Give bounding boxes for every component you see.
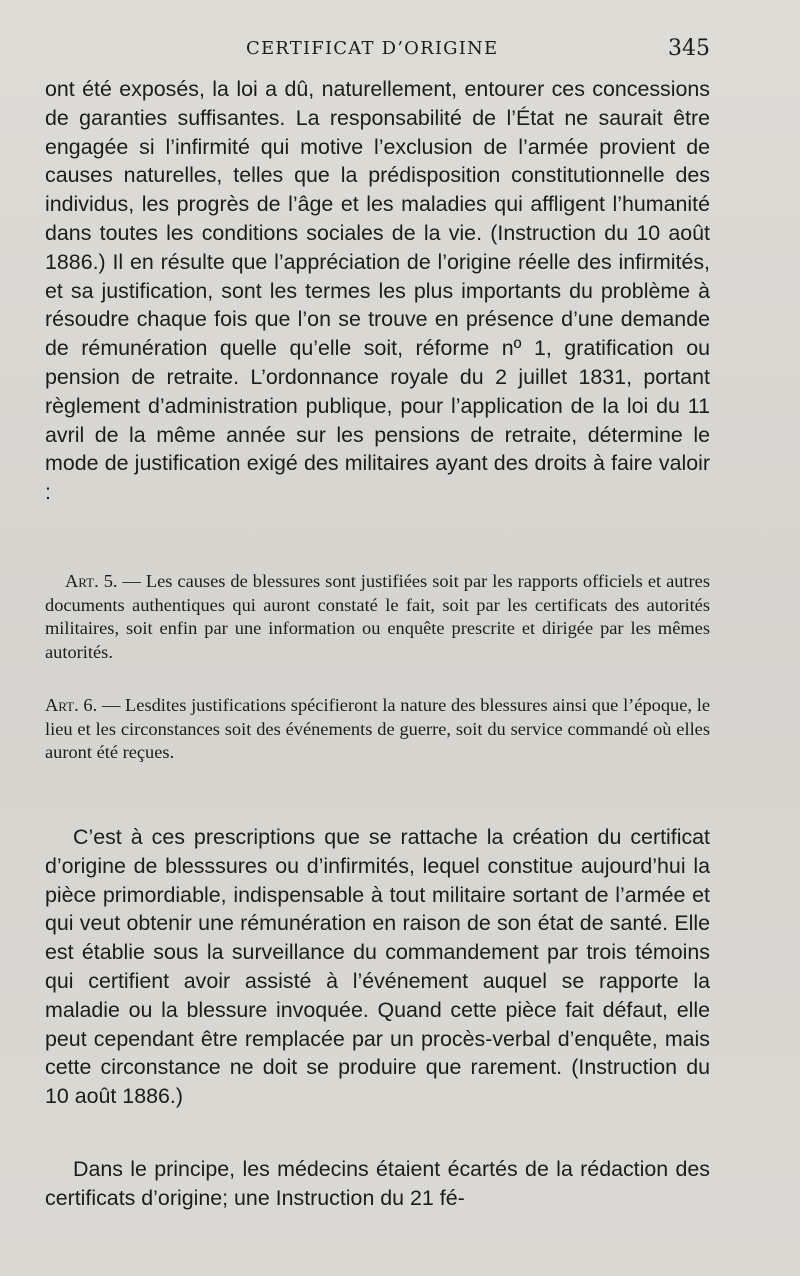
article-5-label: Art. 5. [65,571,118,591]
article-5-text: — Les causes de blessures sont justifiées soit par les rapports officiels et autres documents authentiques qui auront constaté le fait, soit par les certificats des autorités militaires, soit enfin par une information ou enquête prescrite et dirigée par les mêmes autorités. [45,571,710,662]
running-header [0,36,800,64]
article-6-label: Art. 6. [45,695,98,715]
paragraph-certificate: C’est à ces prescriptions que se rattache la création du certificat d’origine de blesssures ou d’infirmités, lequel constitue aujourd’hui la pièce primordiable, indispensable à tout militaire sortant de l’armée et qui veut obtenir une rémunération en raison de son état de santé. Elle est établie sous la surveillance du commandement par trois témoins qui certifient avoir assisté à l’événement auquel se rapporte la maladie ou la blessure invoquée. Quand cette pièce fait défaut, elle peut cependant être remplacée par un procès-verbal d’enquête, mais cette circonstance ne doit se produire que rarement. (Instruction du 10 août 1886.) [45,825,710,1109]
article-6 [45,694,710,765]
article-6-text: — Lesdites justifications spécifieront la nature des blessures ainsi que l’époque, le lieu et les circonstances soit des événements de guerre, soit du service commandé où elles auront été reçues. [45,695,710,763]
running-title: CERTIFICAT D’ORIGINE [246,38,499,59]
article-5 [45,570,710,664]
page-number: 345 [668,36,710,61]
paragraph-principle: Dans le principe, les médecins étaient écartés de la rédaction des certificats d’origine; une Instruction du 21 fé- [45,1157,710,1210]
paragraph-intro: ont été exposés, la loi a dû, naturellement, entourer ces concessions de garanties suffisantes. La responsabilité de l’État ne saurait être engagée si l’infirmité qui motive l’exclusion de l’armée provient de causes naturelles, telles que la prédisposition constitutionnelle des individus, les progrès de l’âge et les maladies qui affligent l’humanité dans toutes les conditions sociales de la vie. (Instruction du 10 août 1886.) Il en résulte que l’appréciation de l’origine réelle des infirmités, et sa justification, sont les termes les plus importants du problème à résoudre chaque fois que l’on se trouve en présence d’une demande de rémunération quelle qu’elle soit, réforme nº 1, gratification ou pension de retraite. L’ordonnance royale du 2 juillet 1831, portant règlement d’administration publique, pour l’application de la loi du 11 avril de la même année sur les pensions de retraite, détermine le mode de justification exigé des militaires ayant des droits à faire valoir : [45,77,710,505]
